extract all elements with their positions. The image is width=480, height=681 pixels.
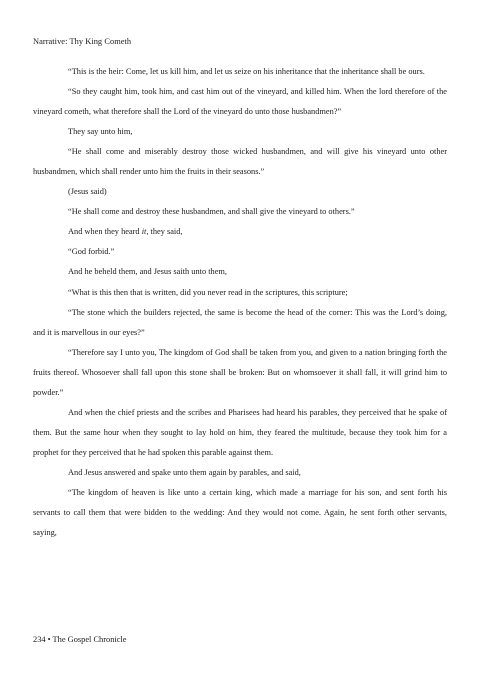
paragraph: “The stone which the builders rejected, the same is become the head of the corner: This was the Lord’s doing, and it is marvellous in our eyes?” xyxy=(33,307,447,337)
paragraph: “The kingdom of heaven is like unto a certain king, which made a marriage for his son, and sent forth his servants to call them that were bidden to the wedding: And they would not come. Again, he sent forth other servants, saying, xyxy=(33,487,447,538)
paragraph: And he beheld them, and Jesus saith unto them, xyxy=(68,267,227,277)
paragraph: “He shall come and miserably destroy those wicked husbandmen, and will give his vineyard unto other husbandmen, which shall render unto him the fruits in their seasons.” xyxy=(33,147,447,177)
running-header: Narrative: Thy King Cometh xyxy=(33,37,132,46)
paragraph-with-emphasis xyxy=(33,222,447,242)
paragraph: (Jesus said) xyxy=(68,187,107,197)
paragraph: “What is this then that is written, did you never read in the scriptures, this scripture; xyxy=(68,287,348,297)
paragraph: “This is the heir: Come, let us kill him, and let us seize on his inheritance that the inheritance shall be ours. xyxy=(68,67,425,76)
text-run: And when they heard xyxy=(68,227,142,237)
paragraph: And when the chief priests and the scribes and Pharisees had heard his parables, they perceived that he spake of them. But the same hour when they sought to lay hold on him, they feared the multitude, because they took him for a prophet for they perceived that he had spoken this parable against them. xyxy=(33,407,447,457)
page-footer: 234 • The Gospel Chronicle xyxy=(33,635,127,644)
paragraph: They say unto him, xyxy=(68,127,133,137)
paragraph: “God forbid.” xyxy=(68,247,115,257)
paragraph: And Jesus answered and spake unto them again by parables, and said, xyxy=(68,467,301,477)
body-text xyxy=(33,62,447,543)
paragraph: “Therefore say I unto you, The kingdom of God shall be taken from you, and given to a nation bringing forth the fruits thereof. Whosoever shall fall upon this stone shall be broken: But on whomsoever it shall fall, it will grind him to powder.” xyxy=(33,347,447,397)
paragraph: “He shall come and destroy these husbandmen, and shall give the vineyard to others.” xyxy=(68,207,355,217)
italic-word: it xyxy=(141,227,147,237)
paragraph: “So they caught him, took him, and cast him out of the vineyard, and killed him. When the lord therefore of the vineyard cometh, what therefore shall the Lord of the vineyard do unto those husbandmen?” xyxy=(33,87,447,117)
text-run: , they said, xyxy=(146,227,183,237)
